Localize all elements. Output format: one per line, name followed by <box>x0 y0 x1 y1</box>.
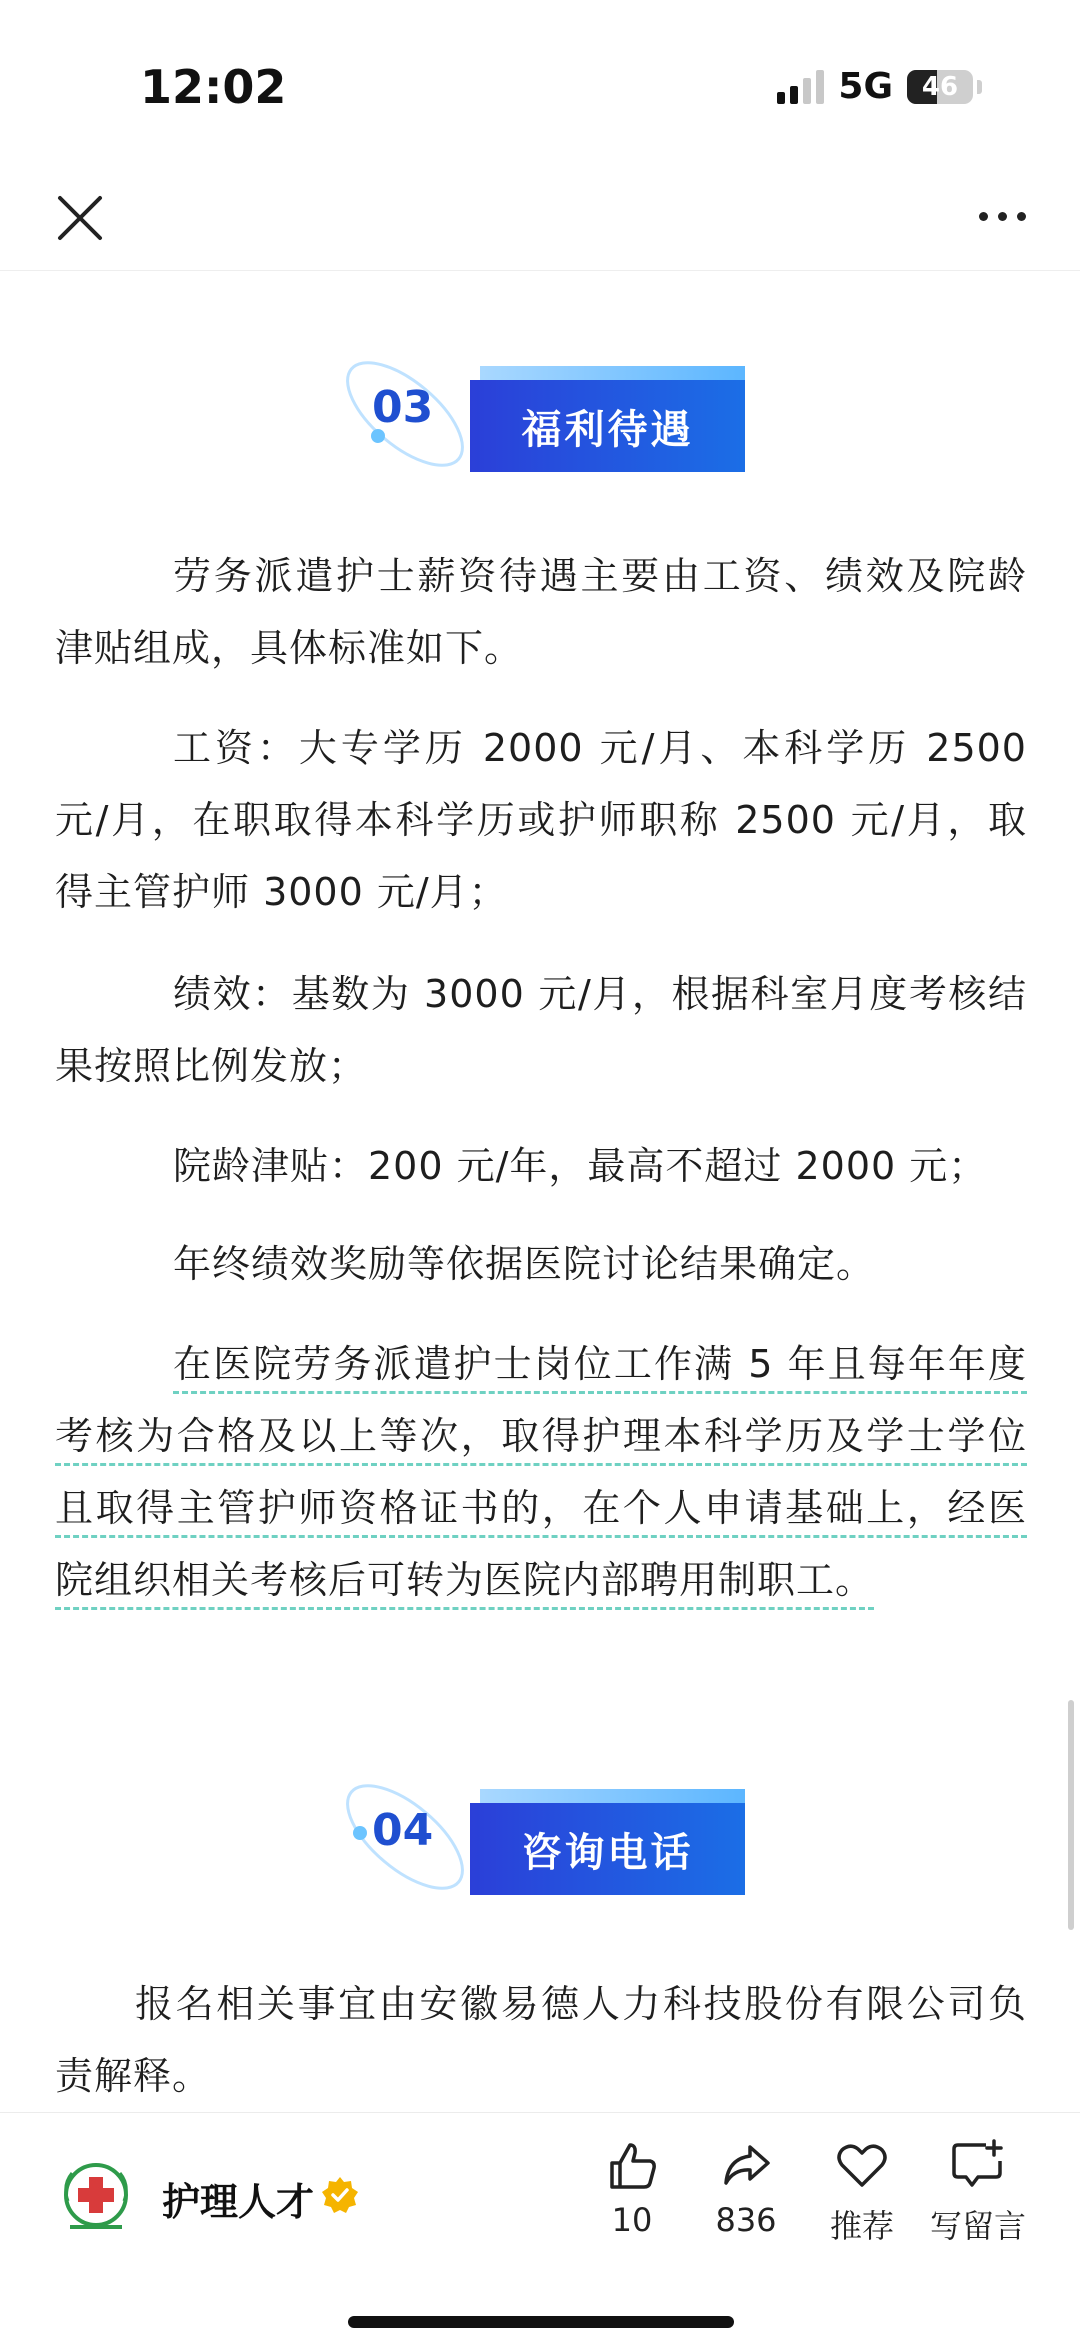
paragraph-seniority-allowance: 院龄津贴：200 元/年，最高不超过 2000 元； <box>173 1144 988 1188</box>
scrollbar[interactable] <box>1068 1700 1074 1930</box>
share-button[interactable] <box>686 2137 806 2239</box>
network-type: 5G <box>838 66 893 107</box>
heart-icon <box>834 2137 890 2193</box>
section-title: 咨询电话 <box>470 1803 745 1895</box>
like-button[interactable] <box>572 2137 692 2239</box>
share-count: 836 <box>715 2201 777 2239</box>
section-number: 03 <box>372 382 434 433</box>
status-time: 12:02 <box>140 60 287 114</box>
paragraph-wages: 工资：大专学历 2000 元/月、本科学历 2500 元/月，在职取得本科学历或护师职称 2500 元/月，取得主管护师 3000 元/月； <box>55 726 1027 914</box>
verified-badge-icon <box>320 2175 360 2215</box>
paragraph-performance: 绩效：基数为 3000 元/月，根据科室月度考核结果按照比例发放； <box>55 972 1027 1088</box>
paragraph-explanation: 报名相关事宜由安徽易德人力科技股份有限公司负责解释。 <box>55 1982 1027 2098</box>
paragraph-salary-intro: 劳务派遣护士薪资待遇主要由工资、绩效及院龄津贴组成，具体标准如下。 <box>55 554 1027 670</box>
recommend-label: 推荐 <box>829 2207 894 2245</box>
account-logo[interactable] <box>56 2155 136 2235</box>
paragraph-conversion-terms <box>55 1328 1027 1616</box>
section-title-banner <box>470 1789 745 1895</box>
comment-label: 写留言 <box>929 2207 1026 2245</box>
bottom-action-bar <box>0 2112 1080 2349</box>
status-indicators <box>777 66 982 107</box>
section-title-banner <box>470 366 745 472</box>
battery-level: 46 <box>921 71 959 102</box>
more-icon <box>979 212 988 221</box>
share-arrow-icon <box>718 2137 774 2193</box>
section-title: 福利待遇 <box>470 380 745 472</box>
like-count: 10 <box>611 2201 653 2239</box>
signal-icon <box>777 70 824 104</box>
recommend-button[interactable] <box>802 2137 922 2247</box>
close-icon <box>50 188 110 248</box>
section-number: 04 <box>372 1805 434 1856</box>
paragraph-year-end-bonus: 年终绩效奖励等依据医院讨论结果确定。 <box>173 1242 876 1286</box>
comment-button[interactable] <box>918 2137 1038 2247</box>
comment-plus-icon <box>950 2137 1006 2193</box>
account-name[interactable]: 护理人才 <box>162 2180 315 2224</box>
home-indicator[interactable] <box>348 2316 734 2328</box>
close-button[interactable] <box>50 188 110 248</box>
highlighted-text: 在医院劳务派遣护士岗位工作满 5 年且每年年度考核为合格及以上等次，取得护理本科学历及学士学位且取得主管护师资格证书的，在个人申请基础上，经医院组织相关考核后可转为医院内部聘用制职工。 <box>55 1342 1027 1602</box>
nav-bar <box>0 170 1080 271</box>
more-button[interactable] <box>972 196 1032 236</box>
thumbs-up-icon <box>604 2137 660 2193</box>
section-header-contact <box>0 1775 1080 1905</box>
section-header-benefits <box>0 352 1080 482</box>
battery-icon <box>907 70 973 104</box>
